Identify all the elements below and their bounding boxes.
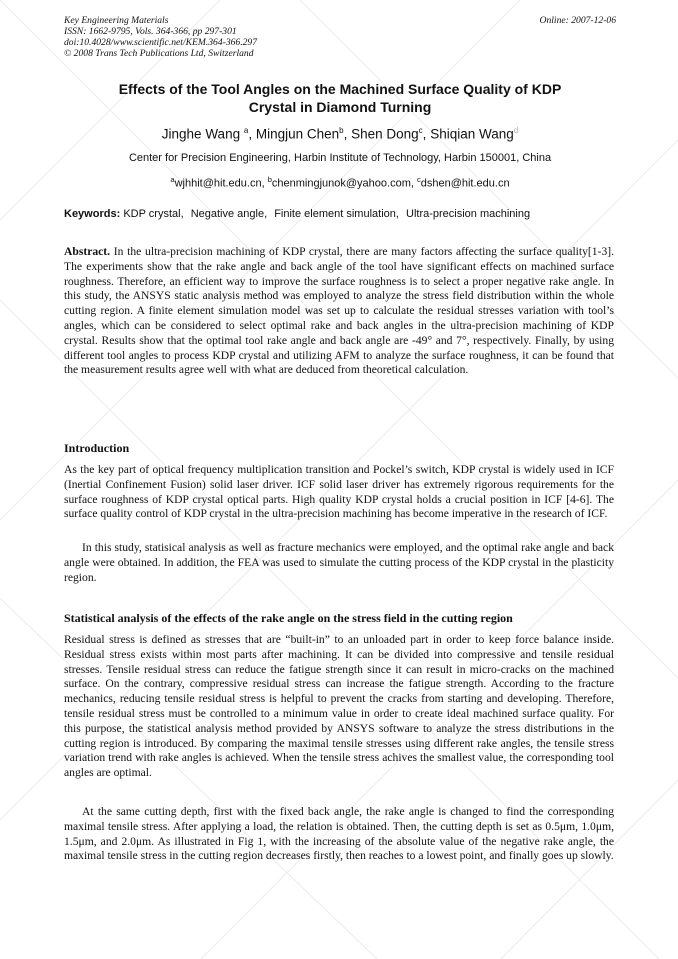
doi-link[interactable]: doi:10.4028/www.scientific.net/KEM.364-366.297 [64, 37, 258, 48]
author-separator: , [248, 126, 256, 142]
online-date: Online: 2007-12-06 [539, 15, 616, 26]
author-separator: , [422, 126, 431, 142]
email-list [64, 175, 616, 190]
keywords-label: Keywords: [64, 208, 121, 220]
email-address[interactable]: wjhhit@hit.edu.cn [174, 177, 262, 190]
author-name: Shen Dong [351, 126, 419, 142]
email-address[interactable]: chenmingjunok@yahoo.com [271, 177, 411, 190]
journal-header [64, 15, 616, 59]
keyword: Ultra-precision machining [406, 208, 531, 220]
affiliation: Center for Precision Engineering, Harbin Institute of Technology, Harbin 150001, China [128, 152, 552, 164]
introduction-paragraph-1: As the key part of optical frequency multiplication transition and Pockel’s switch, KDP crystal is widely used in ICF (Inertial Confinement Fusion) solid laser driver. ICF solid laser driver has extremely rigorous requirements for the surface roughness of KDP crystal optical parts. High quality KDP crystal holds a crucial position in ICF [4-6]. The surface quality control of KDP crystal in the ultra-precision machining has become imperative in the research of ICF. [64, 463, 614, 521]
abstract-text: In the ultra-precision machining of KDP crystal, there are many factors affecting the surface quality[1-3]. The experiments show that the rake angle and back angle of the tool have significant effects on machined surface roughness. Therefore, an efficient way to improve the surface roughness is to select a proper negative rake angle. In this study, the ANSYS static analysis method was employed to analyze the stress field distribution within the whole cutting region. A finite element simulation model was set up to calculate the residual stresses variation with tool’s angles, which can be considered to select optimal rake and back angles in the ultra-precision machining of KDP crystal. Results show that the optimal tool rake angle and back angle are -49° and 7°, respectively. Finally, by using different tool angles to process KDP crystal and utilizing AFM to analyze the surface roughness, it can be found that the measurement results agree well with what are deduced from theoretical calculation. [64, 245, 614, 377]
email-separator: , [261, 177, 268, 190]
title-line-1: Effects of the Tool Angles on the Machined Surface Quality of KDP [118, 81, 562, 97]
paper-title [64, 80, 616, 116]
author-mark: d [513, 126, 519, 135]
author-mark: b [339, 126, 344, 135]
author-mark: c [418, 126, 423, 135]
email-separator: , [410, 177, 417, 190]
author-name: Jinghe Wang [161, 126, 241, 142]
email-mark: c [416, 175, 421, 184]
introduction-paragraph-2: In this study, statisical analysis as well as fracture mechanics were employed, and the optimal rake angle and back angle were obtained. In addition, the FEA was used to simulate the cutting process of the KDP crystal in the plasticity region. [64, 541, 614, 584]
author-mark: a [243, 126, 249, 135]
section-heading-introduction: Introduction [64, 441, 130, 455]
author-name: Mingjun Chen [255, 126, 340, 142]
email-mark: a [170, 175, 175, 184]
author-separator: , [343, 126, 352, 142]
keyword: Finite element simulation, [274, 208, 399, 220]
statistical-analysis-paragraph-2: At the same cutting depth, first with the fixed back angle, the rake angle is changed to find the corresponding maximal tensile stress. After applying a load, the relation is obtained. Then, the cutting depth is set as 0.5μm, 1.0μm, 1.5μm, and 2.0μm. As illustrated in Fig 1, with the increasing of the absolute value of the negative rake angle, the maximal tensile stress in the cutting region decreases firstly, then reaches to a lowest point, and finally goes up slowly. [64, 805, 614, 863]
abstract [64, 245, 614, 378]
statistical-analysis-paragraph-1: Residual stress is defined as stresses that are “built-in” to an unloaded part in order to keep force balance inside. Residual stress exists within most parts after machining. It can be divided into compressive and tensile residual stresses. Tensile residual stress can reduce the fatigue strength since it can result in micro-cracks on the machined surface. On the contrary, compressive residual stress can increase the fatigue strength. According to the fracture mechanics, reducing tensile residual stress is helpful to prevent the cracks from starting and developing. Therefore, tensile residual stress must be controlled to a minimum value in order to create ideal machined surface quality. For this purpose, the statistical analysis method provided by ANSYS software to analyze the stress distributions in the cutting region is introduced. By comparing the maximal tensile stresses using different rake angles, the tensile stress variation trend with rake angles is achieved. When the tensile stress achives the smallest value, the corresponding tool angles are optimal. [64, 633, 614, 780]
email-address[interactable]: dshen@hit.edu.cn [420, 177, 510, 190]
keywords-line [64, 208, 616, 220]
abstract-label: Abstract. [64, 245, 111, 258]
email-mark: b [267, 175, 272, 184]
journal-name: Key Engineering Materials [64, 15, 169, 26]
author-name: Shiqian Wang [430, 126, 514, 142]
copyright-line: © 2008 Trans Tech Publications Ltd, Switzerland [64, 48, 254, 59]
author-list [64, 126, 616, 142]
section-heading-statistical-analysis: Statistical analysis of the effects of the rake angle on the stress field in the cutting region [64, 611, 513, 625]
title-line-2: Crystal in Diamond Turning [248, 99, 432, 115]
keyword: Negative angle, [190, 208, 268, 220]
keyword: KDP crystal, [123, 208, 184, 220]
issn-line: ISSN: 1662-9795, Vols. 364-366, pp 297-301 [64, 26, 237, 37]
